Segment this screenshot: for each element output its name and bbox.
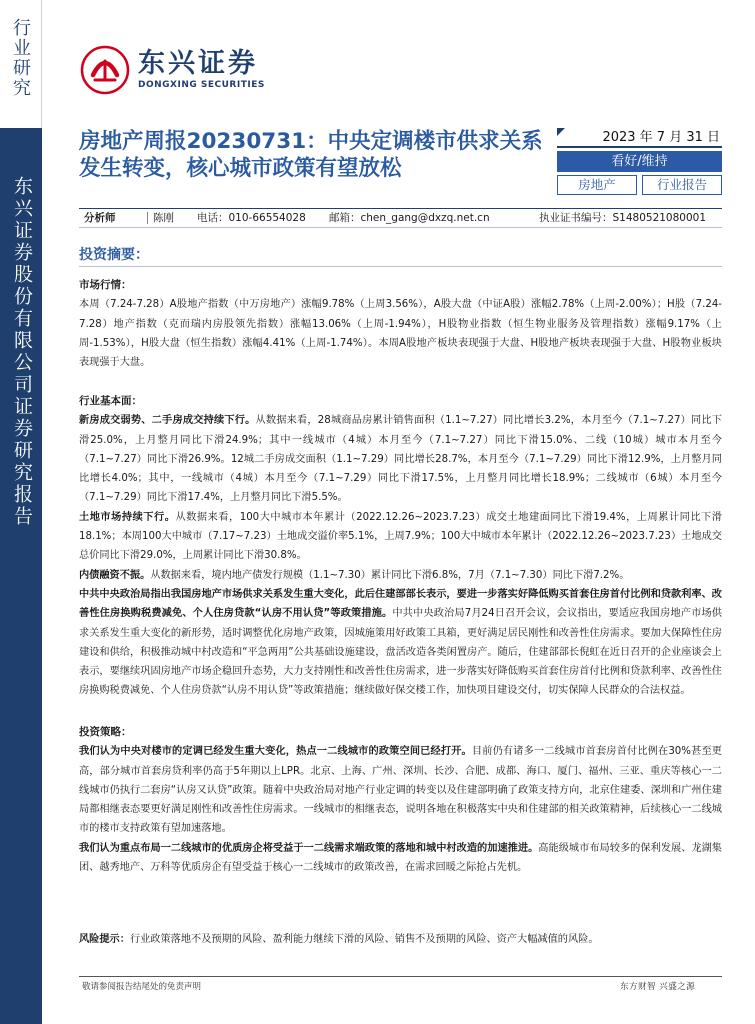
report-info-box (557, 128, 722, 195)
strategy-section (79, 723, 722, 877)
analyst-phone: 电话：010-66554028 (197, 212, 306, 224)
footer-slogan: 东方财智 兴盛之源 (620, 982, 696, 992)
logo-emblem-icon (80, 45, 130, 95)
market-section (79, 276, 722, 372)
sales-text: 从数据来看，28城商品房累计销售面积（1.1~7.27）同比增长3.2%，本月至今（7.1~7.27）同比下滑25.0%，上月整月同比下滑24.9%；其中一线城市（4城）本月至今（7.1~7.27）同比下滑15.0%、二线（10城）城市本月至今（7.1~7.27）同比下滑26.9%。12城二手房成交面积（1.1~7.29）同比增长28.7%，本月至今（7.1~7.29）同比下滑12.9%，上月整月同比增长4.0%；其中，一线城市（4城）本月至今（7.1~7.29）同比下滑17.5%，上月整月同比增长18.9%；二线城市（6城）本月至今（7.1~7.29）同比下滑17.4%，上月整月同比下滑5.5%。 (79, 415, 722, 504)
sidebar-company-label: 东兴证券股份有限公司证券研究报告 (11, 176, 33, 528)
strategy-paragraph-2 (79, 839, 722, 878)
analyst-bar (79, 208, 722, 228)
sidebar (0, 0, 42, 1024)
analyst-cert: 执业证书编号：S1480521080001 (539, 212, 707, 224)
report-date (557, 128, 722, 148)
report-date-text: 2023 年 7 月 31 日 (602, 130, 720, 145)
summary-heading: 投资摘要： (79, 247, 149, 263)
sidebar-bottom (0, 128, 42, 1024)
strategy-1-text: 目前仍有诸多一二线城市首套房首付比例在30%甚至更高，部分城市首套房贷利率仍高于5年期以上LPR。北京、上海、广州、深圳、长沙、合肥、成都、海口、厦门、福州、三亚、重庆等核心一二线城市仍执行二套房“认房又认贷”政策。随着中央政治局对地产行业定调的转变以及住建部明确了政策支持方向，北京住建委、深圳和广州住建局都相继表态要更好满足刚性和改善性住房需求。一线城市的相继表态，说明各地在积极落实中央和住建部的相关政策精神，后续核心一二线城市的楼市支持政策有望加速落地。 (79, 746, 722, 835)
analyst-name: 陈刚 (153, 212, 174, 224)
corner-mark-icon (557, 128, 565, 136)
debt-lead: 内债融资不振。 (79, 569, 151, 581)
analyst-label: 分析师 (84, 212, 116, 224)
policy-text: 中共中央政治局7月24日召开会议，会议指出，要适应我国房地产市场供求关系发生重大变化的新形势，适时调整优化房地产政策，因城施策用好政策工具箱，更好满足居民刚性和改善性住房需求。要加大保障性住房建设和供给，积极推动城中村改造和“平急两用”公共基础设施建设，盘活改造各类闲置房产。随后，住建部部长倪虹在近日召开的企业座谈会上表示，要继续巩固房地产市场企稳回升态势，大力支持刚性和改善性住房需求，进一步落实好降低购买首套住房首付比例和贷款利率、改善性住房换购税费减免、个人住房贷款“认房不用认贷”等政策措施；继续做好保交楼工作，加快项目建设交付，切实保障人民群众的合法权益。 (79, 608, 722, 697)
policy-paragraph (79, 585, 722, 701)
report-type-tag: 行业报告 (642, 175, 722, 195)
sales-paragraph (79, 411, 722, 507)
risk-text: 行业政策落地不及预期的风险、盈利能力继续下滑的风险、销售不及预期的风险、资产大幅减值的风险。 (129, 934, 599, 945)
market-text: 本周（7.24-7.28）A股地产指数（中万房地产）涨幅9.78%（上周3.56%），A股大盘（中证A股）涨幅2.78%（上周-2.00%）；H股（7.24-7.28）地产指数（克而瑞内房股领先指数）涨幅13.06%（上周-1.94%），H股物业指数（恒生物业服务及管理指数）涨幅9.17%（上周-1.53%），H股大盘（恒生指数）涨幅4.41%（上周-1.74%）。本周A股地产板块表现强于大盘、H股地产板块表现强于大盘、H股物业板块表现强于大盘。 (79, 299, 722, 369)
footer-disclaimer[interactable]: 敬请参阅报告结尾处的免责声明 (82, 982, 202, 992)
strategy-paragraph-1 (79, 742, 722, 838)
strategy-1-lead: 我们认为中央对楼市的定调已经发生重大变化，热点一二线城市的政策空间已经打开。 (79, 746, 472, 758)
analyst-email[interactable]: 邮箱：chen_gang@dxzq.net.cn (329, 212, 490, 224)
sales-lead: 新房成交弱势、二手房成交持续下行。 (79, 415, 256, 427)
sidebar-category-label: 行业研究 (10, 18, 31, 98)
debt-text: 从数据来看，境内地产债发行规模（1.1~7.30）累计同比下滑6.8%，7月（7.1~7.30）同比下滑7.2%。 (150, 569, 630, 581)
risk-lead: 风险提示： (79, 934, 130, 945)
debt-paragraph (79, 566, 722, 585)
logo-name-cn: 东兴证券 (138, 48, 258, 79)
summary-divider (79, 266, 722, 267)
market-heading: 市场行情： (79, 279, 132, 291)
logo-name-en: DONGXING SECURITIES (138, 80, 265, 90)
footer-divider (79, 976, 722, 977)
company-logo (80, 44, 265, 96)
rating-badge: 看好/维持 (557, 151, 722, 172)
policy-lead: 中共中央政治局指出我国房地产市场供求关系发生重大变化，此后住建部部长表示，要进一步落实好降低购买首套住房首付比例和贷款利率、改善性住房换购税费减免、个人住房贷款“认房不用认贷”等政策措施。 (79, 588, 722, 620)
strategy-heading: 投资策略： (79, 726, 132, 738)
strategy-2-lead: 我们认为重点布局一二线城市的优质房企将受益于一二线需求端政策的落地和城中村改造的加速推进。 (79, 842, 539, 854)
report-title: 房地产周报20230731：中央定调楼市供求关系发生转变，核心城市政策有望放松 (79, 129, 543, 181)
land-paragraph (79, 508, 722, 566)
strategy-2-text: 高能级城市布局较多的保利发展、龙湖集团、越秀地产、万科等优质房企有望受益于核心一二线城市的政策改善，在需求回暖之际抢占先机。 (79, 842, 722, 874)
land-lead: 土地市场持续下行。 (79, 511, 176, 523)
analyst-divider (147, 212, 148, 224)
fundamental-section (79, 392, 722, 701)
industry-tag: 房地产 (557, 175, 637, 195)
fundamental-heading: 行业基本面： (79, 395, 142, 407)
sidebar-top (0, 0, 42, 128)
land-text: 从数据来看，100大中城市本年累计（2022.12.26~2023.7.23）成交土地建面同比下滑19.4%，上周累计同比下滑18.1%；本周100大中城市（7.17~7.23）土地成交溢价率5.1%，上周7.9%；100大中城市本年累计（2022.12.26~2023.7.23）土地成交总价同比下滑29.0%，上周累计同比下滑30.8%。 (79, 511, 722, 562)
risk-section (79, 930, 722, 949)
